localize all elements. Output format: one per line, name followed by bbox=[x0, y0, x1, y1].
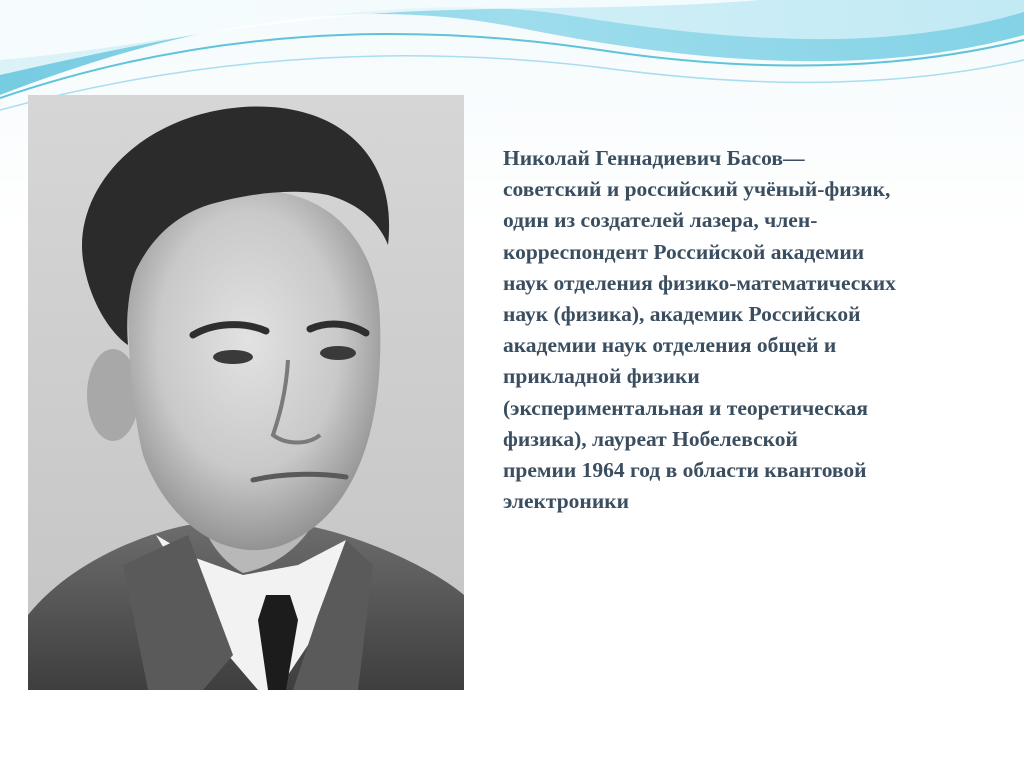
bio-line-7: академии наук отделения общей и bbox=[503, 333, 837, 358]
bio-line-6: наук (физика), академик Российской bbox=[503, 302, 861, 327]
portrait-photo-drawing bbox=[28, 95, 464, 690]
bio-line-3: один из создателей лазера, член- bbox=[503, 208, 818, 233]
bio-line-4: корреспондент Российской академии bbox=[503, 239, 865, 264]
bio-line-5: наук отделения физико-математических bbox=[503, 270, 896, 295]
biography-text bbox=[503, 143, 1003, 517]
portrait-photo bbox=[28, 95, 464, 690]
bio-line-9: (экспериментальная и теоретическая bbox=[503, 395, 869, 420]
bio-line-12: электроники bbox=[503, 489, 629, 514]
bio-line-2: советский и российский учёный-физик, bbox=[503, 177, 891, 202]
bio-line-11: премии 1964 год в области квантовой bbox=[503, 458, 867, 483]
bio-line-10: физика), лауреат Нобелевской bbox=[503, 426, 798, 451]
bio-line-8: прикладной физики bbox=[503, 364, 700, 389]
bio-line-1: Николай Геннадиевич Басов— bbox=[503, 146, 805, 170]
